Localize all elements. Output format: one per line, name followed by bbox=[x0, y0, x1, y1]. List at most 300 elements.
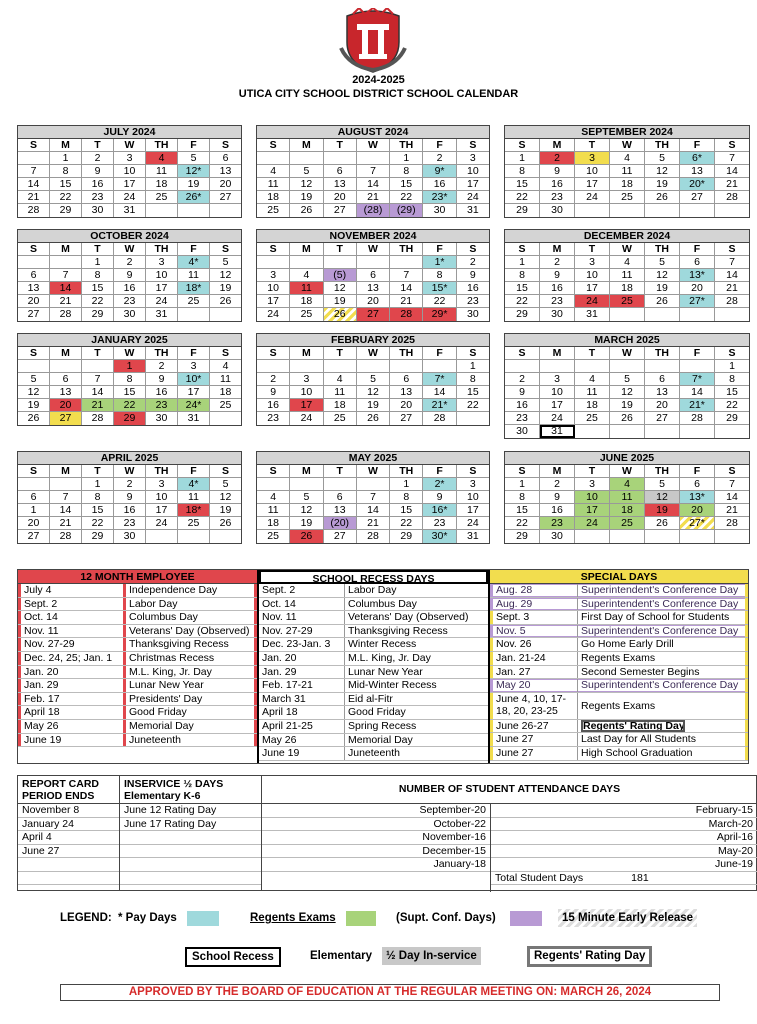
day-cell: 3 bbox=[114, 152, 146, 164]
day-cell: 28 bbox=[423, 412, 456, 425]
district-title: UTICA CITY SCHOOL DISTRICT SCHOOL CALENDAR bbox=[238, 88, 519, 100]
week-row bbox=[18, 295, 241, 308]
day-cell: 4* bbox=[178, 478, 210, 490]
day-cell: 16 bbox=[82, 178, 114, 190]
week-row bbox=[18, 165, 241, 178]
day-cell: 21 bbox=[357, 517, 390, 529]
recess-row bbox=[259, 720, 488, 734]
employee-date: Oct. 14 bbox=[18, 611, 126, 624]
attendance-month: December-15 bbox=[262, 845, 490, 859]
day-cell: 25 bbox=[257, 530, 290, 543]
day-cell bbox=[357, 360, 390, 372]
weekday-header bbox=[257, 139, 489, 152]
day-cell bbox=[645, 204, 680, 217]
week-row bbox=[18, 530, 241, 543]
day-cell: 31 bbox=[466, 530, 479, 542]
week-row bbox=[257, 191, 489, 204]
weekday-label: W bbox=[610, 139, 645, 151]
day-cell: 9 bbox=[505, 386, 540, 398]
day-cell: 6 bbox=[324, 165, 357, 177]
day-cell: 18* bbox=[178, 504, 210, 516]
week-row bbox=[505, 517, 749, 530]
day-cell: 7 bbox=[390, 269, 423, 281]
day-cell: 17 bbox=[290, 399, 323, 411]
day-cell: 23 bbox=[466, 295, 479, 307]
weekday-header bbox=[18, 347, 241, 360]
approval-notice: APPROVED BY THE BOARD OF EDUCATION AT THE REGULAR MEETING ON: MARCH 26, 2024 bbox=[60, 984, 720, 1001]
day-cell bbox=[645, 425, 680, 438]
attendance-month: June-19 bbox=[491, 858, 757, 872]
total-student-days bbox=[491, 872, 757, 886]
day-cell: 6 bbox=[18, 491, 50, 503]
day-cell: 2 bbox=[257, 373, 290, 385]
report-card-title: REPORT CARD PERIOD ENDS bbox=[18, 776, 119, 804]
day-cell: 6 bbox=[324, 491, 357, 503]
employee-event: Lunar New Year bbox=[126, 679, 257, 692]
day-cell: 16 bbox=[114, 282, 146, 294]
weekday-label: F bbox=[423, 465, 456, 477]
attendance-month: November-16 bbox=[262, 831, 490, 845]
weekday-label: T bbox=[575, 139, 610, 151]
day-cell: 20 bbox=[18, 295, 50, 307]
attendance-month: March-20 bbox=[491, 818, 757, 832]
day-cell: 16 bbox=[540, 178, 575, 190]
day-cell: 18 bbox=[257, 191, 290, 203]
week-row bbox=[18, 386, 241, 399]
day-cell bbox=[257, 256, 290, 268]
day-cell: 25 bbox=[219, 399, 232, 411]
day-cell: 20 bbox=[680, 504, 715, 516]
day-cell bbox=[680, 308, 715, 321]
attendance-title: NUMBER OF STUDENT ATTENDANCE DAYS bbox=[262, 776, 757, 804]
report-card-date: June 27 bbox=[18, 845, 119, 859]
day-cell: 18 bbox=[610, 504, 645, 516]
day-cell: 5 bbox=[357, 373, 390, 385]
day-cell: 28 bbox=[50, 530, 82, 543]
employee-date: Nov. 27-29 bbox=[18, 638, 126, 651]
day-cell: 22 bbox=[82, 295, 114, 307]
day-cell: 28 bbox=[726, 517, 738, 529]
weekday-label: M bbox=[50, 139, 82, 151]
day-cell: 11 bbox=[610, 269, 645, 281]
day-cell: 21 bbox=[18, 191, 50, 203]
day-cell: 8 bbox=[390, 165, 423, 177]
weekday-label: T bbox=[575, 243, 610, 255]
day-cell: 1 bbox=[82, 256, 114, 268]
day-cell: 31 bbox=[466, 204, 479, 216]
day-cell: 4 bbox=[610, 256, 645, 268]
day-cell: 11 bbox=[290, 282, 323, 294]
month-calendar bbox=[504, 333, 750, 439]
day-cell: 26 bbox=[290, 204, 323, 217]
day-cell: 11 bbox=[220, 373, 231, 385]
employee-date: Jan. 29 bbox=[18, 679, 126, 692]
week-row bbox=[257, 256, 489, 269]
empty-row bbox=[120, 845, 261, 859]
school-recess-title: SCHOOL RECESS DAYS bbox=[259, 570, 488, 584]
day-cell: 7 bbox=[50, 269, 82, 281]
day-cell: 2 bbox=[540, 152, 575, 164]
employee-row bbox=[18, 625, 257, 639]
day-cell: 31 bbox=[540, 425, 575, 438]
day-cell: 14 bbox=[357, 178, 390, 190]
employee-date: Sept. 2 bbox=[18, 598, 126, 611]
weekday-label: F bbox=[680, 139, 715, 151]
week-row bbox=[18, 517, 241, 530]
day-cell: 8 bbox=[390, 491, 423, 503]
day-cell: 27 bbox=[357, 308, 390, 321]
day-cell: 5 bbox=[610, 373, 645, 385]
weekday-label: TH bbox=[645, 465, 680, 477]
inservice-day: June 17 Rating Day bbox=[120, 818, 261, 832]
week-row bbox=[505, 165, 749, 178]
day-cell: 6 bbox=[222, 152, 229, 164]
day-cell bbox=[18, 256, 50, 268]
day-cell: 21 bbox=[726, 178, 738, 190]
week-row bbox=[505, 425, 749, 438]
school-recess-column bbox=[259, 570, 490, 763]
recess-event: Good Friday bbox=[348, 706, 406, 719]
day-cell: 4* bbox=[178, 256, 210, 268]
weekday-label: W bbox=[114, 465, 146, 477]
day-cell: 3 bbox=[290, 373, 323, 385]
day-cell bbox=[390, 360, 423, 372]
recess-event: Columbus Day bbox=[348, 597, 417, 610]
day-cell: 28 bbox=[82, 412, 114, 425]
day-cell: 25 bbox=[178, 295, 210, 307]
utica-shield-logo-icon bbox=[339, 8, 407, 74]
day-cell: 22 bbox=[505, 191, 540, 203]
day-cell: 15 bbox=[726, 386, 738, 398]
legend-supt-conf: (Supt. Conf. Days) bbox=[396, 912, 496, 924]
day-cell: 19 bbox=[219, 282, 232, 294]
day-cell: 8 bbox=[505, 165, 540, 177]
legend-regents-exams: Regents Exams bbox=[250, 912, 336, 924]
day-cell: 19 bbox=[18, 399, 50, 411]
weekday-label: S bbox=[505, 347, 540, 359]
day-cell: 7* bbox=[423, 373, 456, 385]
special-row bbox=[490, 693, 748, 720]
day-cell: 23 bbox=[540, 517, 575, 529]
day-cell bbox=[357, 478, 390, 490]
day-cell: 25 bbox=[257, 204, 290, 217]
employee-row bbox=[18, 693, 257, 707]
weekday-label: F bbox=[178, 243, 210, 255]
week-row bbox=[257, 491, 489, 504]
day-cell: 24 bbox=[540, 412, 575, 424]
day-cell: 12 bbox=[219, 491, 232, 503]
day-cell: 12 bbox=[324, 282, 357, 294]
special-row bbox=[490, 598, 748, 612]
day-cell bbox=[610, 425, 645, 438]
month-calendar bbox=[256, 333, 490, 426]
day-cell: 5 bbox=[222, 478, 229, 490]
day-cell: 14 bbox=[726, 165, 738, 177]
weekday-label: F bbox=[178, 139, 210, 151]
day-cell: 27 bbox=[680, 191, 715, 203]
day-cell: 24 bbox=[290, 412, 323, 425]
employee-event: Juneteenth bbox=[126, 734, 257, 747]
weekday-label: S bbox=[469, 139, 477, 151]
special-event bbox=[578, 720, 748, 733]
day-cell bbox=[680, 530, 715, 543]
weekday-header bbox=[257, 465, 489, 478]
week-row bbox=[257, 412, 489, 425]
employee-event: Veterans' Day (Observed) bbox=[126, 625, 257, 638]
month-calendar bbox=[256, 451, 490, 544]
month-title: NOVEMBER 2024 bbox=[257, 230, 489, 243]
day-cell: 1 bbox=[729, 360, 735, 372]
day-cell: 8 bbox=[82, 269, 114, 281]
recess-date: Sept. 2 bbox=[259, 584, 345, 597]
day-cell: 24 bbox=[575, 517, 610, 529]
day-cell: 23 bbox=[114, 517, 146, 529]
inservice-title: INSERVICE ½ DAYS Elementary K-6 bbox=[120, 776, 261, 804]
attendance-month: January-18 bbox=[262, 858, 490, 872]
day-cell: 1 bbox=[82, 478, 114, 490]
day-cell: 3 bbox=[146, 256, 178, 268]
day-cell: 29 bbox=[114, 412, 146, 425]
weekday-label: T bbox=[324, 139, 357, 151]
day-cell: 18 bbox=[324, 399, 357, 411]
day-cell: 20 bbox=[50, 399, 82, 411]
weekday-label: M bbox=[290, 465, 323, 477]
day-cell: 19 bbox=[645, 282, 680, 294]
day-cell: 27 bbox=[18, 530, 50, 543]
day-cell: 10 bbox=[575, 491, 610, 503]
day-cell: 24 bbox=[466, 517, 479, 529]
weekday-label: TH bbox=[645, 243, 680, 255]
day-cell: 13 bbox=[324, 178, 357, 190]
day-cell bbox=[210, 308, 241, 321]
bottom-info-table bbox=[17, 775, 757, 891]
day-cell: 20 bbox=[219, 178, 232, 190]
day-cell: 9 bbox=[82, 165, 114, 177]
day-cell bbox=[146, 530, 178, 543]
weekday-label: M bbox=[540, 347, 575, 359]
day-cell bbox=[610, 204, 645, 217]
weekday-label: M bbox=[290, 243, 323, 255]
day-cell: 22 bbox=[390, 517, 423, 529]
day-cell bbox=[290, 478, 323, 490]
week-row bbox=[18, 191, 241, 204]
special-row bbox=[490, 720, 748, 734]
legend-row-2 bbox=[0, 946, 757, 968]
day-cell: 19 bbox=[645, 178, 680, 190]
day-cell: 28 bbox=[726, 295, 738, 307]
day-cell: 9 bbox=[540, 491, 575, 503]
day-cell: 15 bbox=[390, 504, 423, 516]
day-cell: 14 bbox=[50, 282, 82, 294]
day-cell: 4 bbox=[146, 152, 178, 164]
day-cell: 23 bbox=[540, 295, 575, 307]
special-event: Superintendent's Conference Day bbox=[578, 679, 748, 692]
special-date: Sept. 3 bbox=[490, 611, 578, 624]
day-cell: 24 bbox=[114, 191, 146, 203]
month-title: SEPTEMBER 2024 bbox=[505, 126, 749, 139]
special-event: Regents Exams bbox=[578, 693, 748, 719]
day-cell: 30 bbox=[146, 412, 178, 425]
day-cell: 25 bbox=[575, 412, 610, 424]
week-row bbox=[505, 269, 749, 282]
day-cell: 12 bbox=[645, 165, 680, 177]
day-cell: 17 bbox=[257, 295, 290, 307]
empty-row bbox=[120, 858, 261, 872]
day-cell: 26 bbox=[645, 191, 680, 203]
day-cell: 10 bbox=[575, 165, 610, 177]
day-cell: 29 bbox=[505, 308, 540, 321]
day-cell: 16 bbox=[114, 504, 146, 516]
day-cell: 19 bbox=[178, 178, 210, 190]
day-cell: 12 bbox=[645, 491, 680, 503]
day-cell: 3 bbox=[540, 373, 575, 385]
day-cell bbox=[390, 256, 423, 268]
holiday-lists bbox=[17, 569, 749, 764]
recess-date: May 26 bbox=[259, 734, 345, 747]
special-row bbox=[490, 747, 748, 761]
attendance-column bbox=[262, 776, 757, 890]
week-row bbox=[505, 152, 749, 165]
weekday-label: S bbox=[728, 139, 736, 151]
day-cell: 19 bbox=[645, 504, 680, 516]
day-cell: 11 bbox=[575, 386, 610, 398]
recess-date: April 21-25 bbox=[259, 720, 345, 733]
recess-event: Spring Recess bbox=[348, 719, 417, 732]
day-cell: 6 bbox=[357, 269, 390, 281]
day-cell: 1 bbox=[505, 478, 540, 490]
day-cell: 20 bbox=[357, 295, 390, 307]
day-cell: 13* bbox=[680, 491, 715, 503]
day-cell: 5 bbox=[290, 491, 323, 503]
day-cell: 26 bbox=[18, 412, 50, 425]
day-cell: 20 bbox=[390, 399, 423, 411]
day-cell: 31 bbox=[575, 308, 610, 321]
day-cell: 8 bbox=[82, 491, 114, 503]
pay-days-swatch bbox=[187, 911, 219, 926]
day-cell bbox=[324, 360, 357, 372]
day-cell: 19 bbox=[290, 517, 323, 529]
special-row bbox=[490, 638, 748, 652]
day-cell: 29 bbox=[726, 412, 738, 424]
day-cell: 10 bbox=[575, 269, 610, 281]
day-cell: 26* bbox=[178, 191, 210, 203]
month-calendar bbox=[504, 229, 750, 322]
day-cell bbox=[680, 360, 715, 372]
day-cell: 30 bbox=[505, 425, 540, 438]
weekday-label: S bbox=[18, 243, 50, 255]
legend-half-day: ½ Day In-service bbox=[382, 947, 481, 965]
recess-row bbox=[259, 747, 488, 761]
day-cell: 24* bbox=[178, 399, 210, 411]
employee-event: Labor Day bbox=[126, 598, 257, 611]
day-cell: 10 bbox=[114, 165, 146, 177]
day-cell: 25 bbox=[610, 517, 645, 529]
day-cell: 9 bbox=[114, 491, 146, 503]
employee-holidays-column bbox=[18, 570, 259, 763]
day-cell: 22 bbox=[423, 295, 456, 307]
weekday-label: W bbox=[357, 139, 390, 151]
attendance-month: October-22 bbox=[262, 818, 490, 832]
day-cell: 5 bbox=[178, 152, 210, 164]
day-cell: 20* bbox=[680, 178, 715, 190]
legend-elementary: Elementary bbox=[310, 950, 373, 962]
week-row bbox=[257, 152, 489, 165]
day-cell: 13 bbox=[50, 386, 82, 398]
day-cell: 2 bbox=[540, 256, 575, 268]
week-row bbox=[18, 491, 241, 504]
weekday-label: F bbox=[178, 347, 210, 359]
day-cell: 30 bbox=[540, 204, 575, 217]
day-cell: 21* bbox=[680, 399, 715, 411]
day-cell: 3 bbox=[469, 152, 476, 164]
day-cell: 1 bbox=[469, 360, 476, 372]
day-cell bbox=[146, 204, 178, 217]
weekday-label: W bbox=[610, 347, 645, 359]
day-cell: 29 bbox=[50, 204, 82, 217]
weekday-label: T bbox=[324, 243, 357, 255]
day-cell bbox=[575, 530, 610, 543]
day-cell: 4 bbox=[610, 478, 645, 490]
day-cell: 5 bbox=[290, 165, 323, 177]
rating-day-label: Regents' Rating Day bbox=[583, 719, 685, 732]
day-cell: 13* bbox=[680, 269, 715, 281]
day-cell: 24 bbox=[257, 308, 290, 321]
day-cell bbox=[324, 152, 357, 164]
weekday-label: S bbox=[221, 465, 229, 477]
day-cell bbox=[18, 360, 50, 372]
employee-event: Christmas Recess bbox=[126, 652, 257, 665]
day-cell: (5) bbox=[324, 269, 357, 281]
employee-row bbox=[18, 638, 257, 652]
day-cell: 9 bbox=[146, 373, 178, 385]
recess-event: Memorial Day bbox=[348, 733, 413, 746]
weekday-label: T bbox=[82, 465, 114, 477]
weekday-header bbox=[18, 465, 241, 478]
day-cell: 15 bbox=[50, 178, 82, 190]
report-card-column bbox=[18, 776, 120, 890]
day-cell: 24 bbox=[575, 191, 610, 203]
week-row bbox=[505, 360, 749, 373]
week-row bbox=[505, 412, 749, 425]
day-cell bbox=[610, 530, 645, 543]
empty-row bbox=[18, 872, 119, 886]
day-cell: 25 bbox=[610, 191, 645, 203]
day-cell bbox=[645, 308, 680, 321]
day-cell: 2 bbox=[82, 152, 114, 164]
day-cell: 25 bbox=[178, 517, 210, 529]
special-date: Aug. 29 bbox=[490, 598, 578, 611]
day-cell: 22 bbox=[390, 191, 423, 203]
weekday-label: TH bbox=[146, 243, 178, 255]
special-date: May 20 bbox=[490, 679, 578, 692]
regents-exams-swatch bbox=[346, 911, 376, 926]
day-cell: 6 bbox=[50, 373, 82, 385]
day-cell: 1 bbox=[390, 152, 423, 164]
day-cell: 23 bbox=[257, 412, 290, 425]
day-cell bbox=[50, 256, 82, 268]
day-cell: 1 bbox=[505, 256, 540, 268]
day-cell: 10 bbox=[146, 269, 178, 281]
day-cell: 2 bbox=[146, 360, 178, 372]
weekday-label: S bbox=[18, 347, 50, 359]
day-cell: 16* bbox=[423, 504, 456, 516]
weekday-label: S bbox=[18, 139, 50, 151]
recess-row bbox=[259, 652, 488, 666]
day-cell bbox=[575, 425, 610, 438]
week-row bbox=[18, 178, 241, 191]
month-calendar bbox=[256, 125, 490, 218]
recess-row bbox=[259, 679, 488, 693]
